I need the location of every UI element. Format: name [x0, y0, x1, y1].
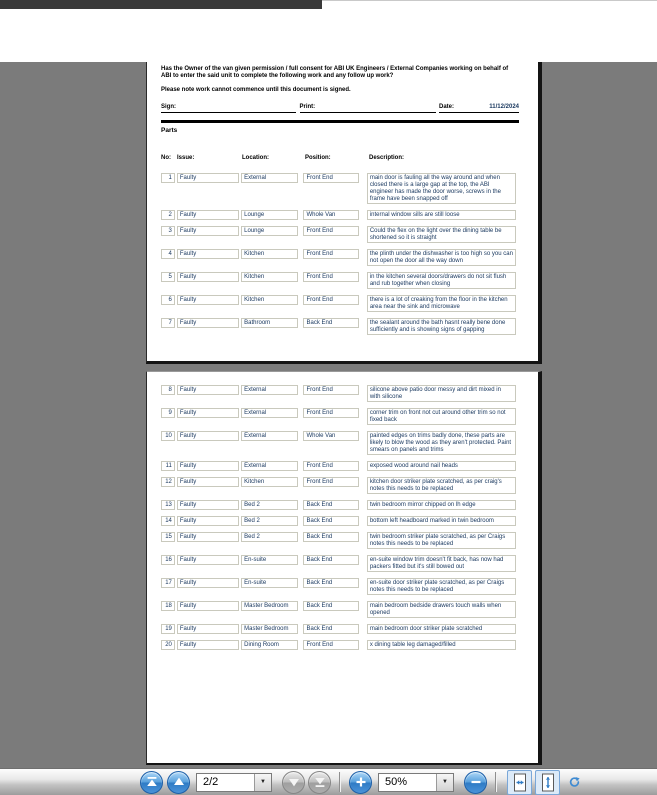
cell-description: main bedroom bedside drawers touch walls when opened [367, 601, 516, 618]
cell-description: en-suite door striker plate scratched, as per Craigs notes this needs to be replaced [367, 578, 516, 595]
cell-position: Back End [303, 601, 358, 611]
cell-no: 6 [161, 295, 175, 305]
cell-description: painted edges on trims badly done, these parts are likely to blow the wood as they aren't protected. Paint smears on panels and trims [367, 431, 516, 455]
header-area [0, 9, 657, 63]
cell-issue: Faulty [177, 601, 239, 611]
cell-position: Front End [303, 249, 358, 259]
table-row [161, 578, 516, 595]
cell-position: Back End [303, 532, 358, 542]
column-header-description: Description: [369, 154, 405, 161]
table-row [161, 272, 516, 289]
table-row [161, 500, 516, 510]
cell-no: 14 [161, 516, 175, 526]
table-row [161, 249, 516, 266]
table-row [161, 555, 516, 572]
cell-position: Whole Van [303, 210, 358, 220]
print-label: Print: [299, 104, 316, 110]
table-row [161, 461, 516, 471]
cell-issue: Faulty [177, 210, 239, 220]
print-line [300, 100, 436, 113]
table-row [161, 477, 516, 494]
cell-description: main door is fauling all the way around and when closed there is a large gap at the top, the ABI engineer has made the door worse, screws in the frame have been snapped off [367, 173, 516, 204]
cell-description: in the kitchen several doors/drawers do not sit flush and rub together when closing [367, 272, 516, 289]
cell-no: 15 [161, 532, 175, 542]
toolbar-separator [495, 772, 497, 792]
cell-issue: Faulty [177, 408, 239, 418]
cell-location: External [241, 431, 298, 441]
cell-position: Front End [303, 272, 358, 282]
chevron-down-icon: ▼ [442, 779, 448, 785]
fit-width-icon [511, 773, 529, 792]
page-1 [146, 62, 542, 364]
zoom-level-combobox[interactable] [378, 773, 454, 792]
cell-no: 4 [161, 249, 175, 259]
last-page-button[interactable] [308, 771, 331, 794]
table-row [161, 173, 516, 204]
column-header-location: Location: [242, 154, 269, 161]
cell-position: Back End [303, 516, 358, 526]
cell-location: Bed 2 [241, 532, 298, 542]
cell-description: main bedroom door striker plate scratched [367, 624, 516, 634]
zoom-level-value: 50% [385, 775, 408, 788]
cell-location: External [241, 461, 298, 471]
refresh-icon [569, 772, 580, 792]
column-header-no: No: [161, 154, 171, 161]
cell-no: 1 [161, 173, 175, 183]
cell-issue: Faulty [177, 640, 239, 650]
page-number-value: 2/2 [203, 775, 219, 788]
cell-position: Front End [303, 226, 358, 236]
zoom-out-button[interactable] [464, 771, 487, 794]
cell-description: there is a lot of creaking from the floor in the kitchen area near the sink and microwave [367, 295, 516, 312]
cell-location: External [241, 385, 298, 395]
page-number-combobox[interactable] [196, 773, 272, 792]
first-page-button[interactable] [140, 771, 163, 794]
cell-issue: Faulty [177, 318, 239, 328]
cell-no: 3 [161, 226, 175, 236]
cell-position: Front End [303, 640, 358, 650]
cell-position: Front End [303, 477, 358, 487]
document-viewer[interactable] [0, 62, 657, 768]
cell-position: Front End [303, 173, 358, 183]
cell-issue: Faulty [177, 516, 239, 526]
cell-location: Kitchen [241, 295, 298, 305]
cell-issue: Faulty [177, 431, 239, 441]
cell-description: Could the flex on the light over the dining table be shortened so it is straight [367, 226, 516, 243]
cell-position: Back End [303, 555, 358, 565]
cell-no: 10 [161, 431, 175, 441]
table-row [161, 408, 516, 425]
cell-issue: Faulty [177, 624, 239, 634]
table-row [161, 210, 516, 220]
cell-issue: Faulty [177, 173, 239, 183]
cell-no: 7 [161, 318, 175, 328]
previous-page-button[interactable] [167, 771, 190, 794]
cell-issue: Faulty [177, 500, 239, 510]
table-row [161, 431, 516, 455]
cell-position: Whole Van [303, 431, 358, 441]
zoom-in-button[interactable] [349, 771, 372, 794]
cell-location: Kitchen [241, 249, 298, 259]
table-row [161, 385, 516, 402]
window-top-bar [0, 0, 322, 9]
cell-no: 16 [161, 555, 175, 565]
fit-page-button[interactable] [535, 770, 560, 795]
cell-description: silicone above patio door messy and dirt mixed in with silicone [367, 385, 516, 402]
cell-description: twin bedroom striker plate scratched, as per Craigs notes this needs to be replaced [367, 532, 516, 549]
cell-description: the sealant around the bath hasnt really bene done sufficiently and is showing signs of gapping [367, 318, 516, 335]
cell-no: 19 [161, 624, 175, 634]
cell-location: Bathroom [241, 318, 298, 328]
cell-issue: Faulty [177, 555, 239, 565]
refresh-button[interactable] [563, 771, 586, 794]
cell-position: Back End [303, 318, 358, 328]
table-row [161, 226, 516, 243]
cell-location: Kitchen [241, 272, 298, 282]
cell-description: kitchen door striker plate scratched, as per craig's notes this needs to be replaced [367, 477, 516, 494]
zoom-out-icon [470, 776, 482, 788]
cell-position: Front End [303, 295, 358, 305]
cell-issue: Faulty [177, 295, 239, 305]
cell-no: 20 [161, 640, 175, 650]
cell-no: 17 [161, 578, 175, 588]
cell-position: Front End [303, 385, 358, 395]
cell-no: 13 [161, 500, 175, 510]
cell-location: En-suite [241, 555, 298, 565]
table-row [161, 516, 516, 526]
cell-position: Front End [303, 461, 358, 471]
parts-rows-page2 [161, 385, 516, 650]
cell-description: en-suite window trim doesn't fit back, has now had packers fitted but it's still bowed out [367, 555, 516, 572]
cell-no: 18 [161, 601, 175, 611]
column-header-position: Position: [305, 154, 331, 161]
cell-description: exposed wood around nail heads [367, 461, 516, 471]
table-row [161, 601, 516, 618]
table-header [161, 155, 516, 161]
first-page-icon [146, 776, 158, 788]
sign-line [161, 100, 296, 113]
cell-description: corner trim on front not cut around other trim so not fixed back [367, 408, 516, 425]
next-page-icon [288, 776, 300, 788]
fit-page-icon [539, 773, 557, 792]
cell-description: internal window sills are still loose [367, 210, 516, 220]
table-row [161, 318, 516, 335]
table-row [161, 624, 516, 634]
cell-description: x dining table leg damaged/filled [367, 640, 516, 650]
cell-description: bottom left headboard marked in twin bedroom [367, 516, 516, 526]
parts-rows-page1 [161, 173, 516, 335]
page-number-dropdown-button[interactable] [254, 774, 271, 791]
date-label: Date: [439, 104, 455, 110]
cell-location: External [241, 408, 298, 418]
date-line [439, 100, 519, 113]
toolbar-separator [339, 772, 341, 792]
cell-location: External [241, 173, 298, 183]
cell-location: Master Bedroom [241, 601, 298, 611]
cell-issue: Faulty [177, 249, 239, 259]
table-row [161, 295, 516, 312]
signature-row [161, 100, 519, 113]
sign-label: Sign: [161, 104, 176, 110]
preview-toolbar [0, 768, 657, 795]
cell-issue: Faulty [177, 532, 239, 542]
section-title: Parts [161, 126, 178, 134]
cell-location: Lounge [241, 226, 298, 236]
zoom-in-icon [355, 776, 367, 788]
chevron-down-icon: ▼ [260, 779, 266, 785]
cell-location: Bed 2 [241, 516, 298, 526]
cell-no: 2 [161, 210, 175, 220]
table-row [161, 640, 516, 650]
cell-position: Front End [303, 408, 358, 418]
cell-description: twin bedroom mirror chipped on lh edge [367, 500, 516, 510]
previous-page-icon [173, 776, 185, 788]
fit-width-button[interactable] [507, 770, 532, 795]
table-row [161, 532, 516, 549]
cell-issue: Faulty [177, 226, 239, 236]
next-page-button[interactable] [282, 771, 305, 794]
cell-issue: Faulty [177, 385, 239, 395]
last-page-icon [314, 776, 326, 788]
cell-issue: Faulty [177, 272, 239, 282]
signature-note: Please note work cannot commence until this document is signed. [161, 87, 351, 93]
cell-location: Dining Room [241, 640, 298, 650]
cell-no: 11 [161, 461, 175, 471]
cell-issue: Faulty [177, 578, 239, 588]
cell-position: Back End [303, 500, 358, 510]
cell-description: the plinth under the dishwasher is too high so you can not open the door all the way down [367, 249, 516, 266]
zoom-level-dropdown-button[interactable] [436, 774, 453, 791]
page-2 [146, 371, 542, 765]
cell-location: Bed 2 [241, 500, 298, 510]
cell-no: 5 [161, 272, 175, 282]
cell-issue: Faulty [177, 477, 239, 487]
cell-no: 12 [161, 477, 175, 487]
section-divider [161, 120, 519, 123]
cell-no: 9 [161, 408, 175, 418]
cell-location: En-suite [241, 578, 298, 588]
cell-no: 8 [161, 385, 175, 395]
cell-position: Back End [303, 578, 358, 588]
cell-location: Lounge [241, 210, 298, 220]
cell-location: Master Bedroom [241, 624, 298, 634]
column-header-issue: Issue: [177, 154, 195, 161]
cell-issue: Faulty [177, 461, 239, 471]
date-value: 11/12/2024 [489, 104, 519, 110]
consent-question: Has the Owner of the van given permission / full consent for ABI UK Engineers / External Companies working on behalf of ABI to enter the said unit to complete the following work and any follow up work? [161, 66, 509, 79]
cell-position: Back End [303, 624, 358, 634]
cell-location: Kitchen [241, 477, 298, 487]
